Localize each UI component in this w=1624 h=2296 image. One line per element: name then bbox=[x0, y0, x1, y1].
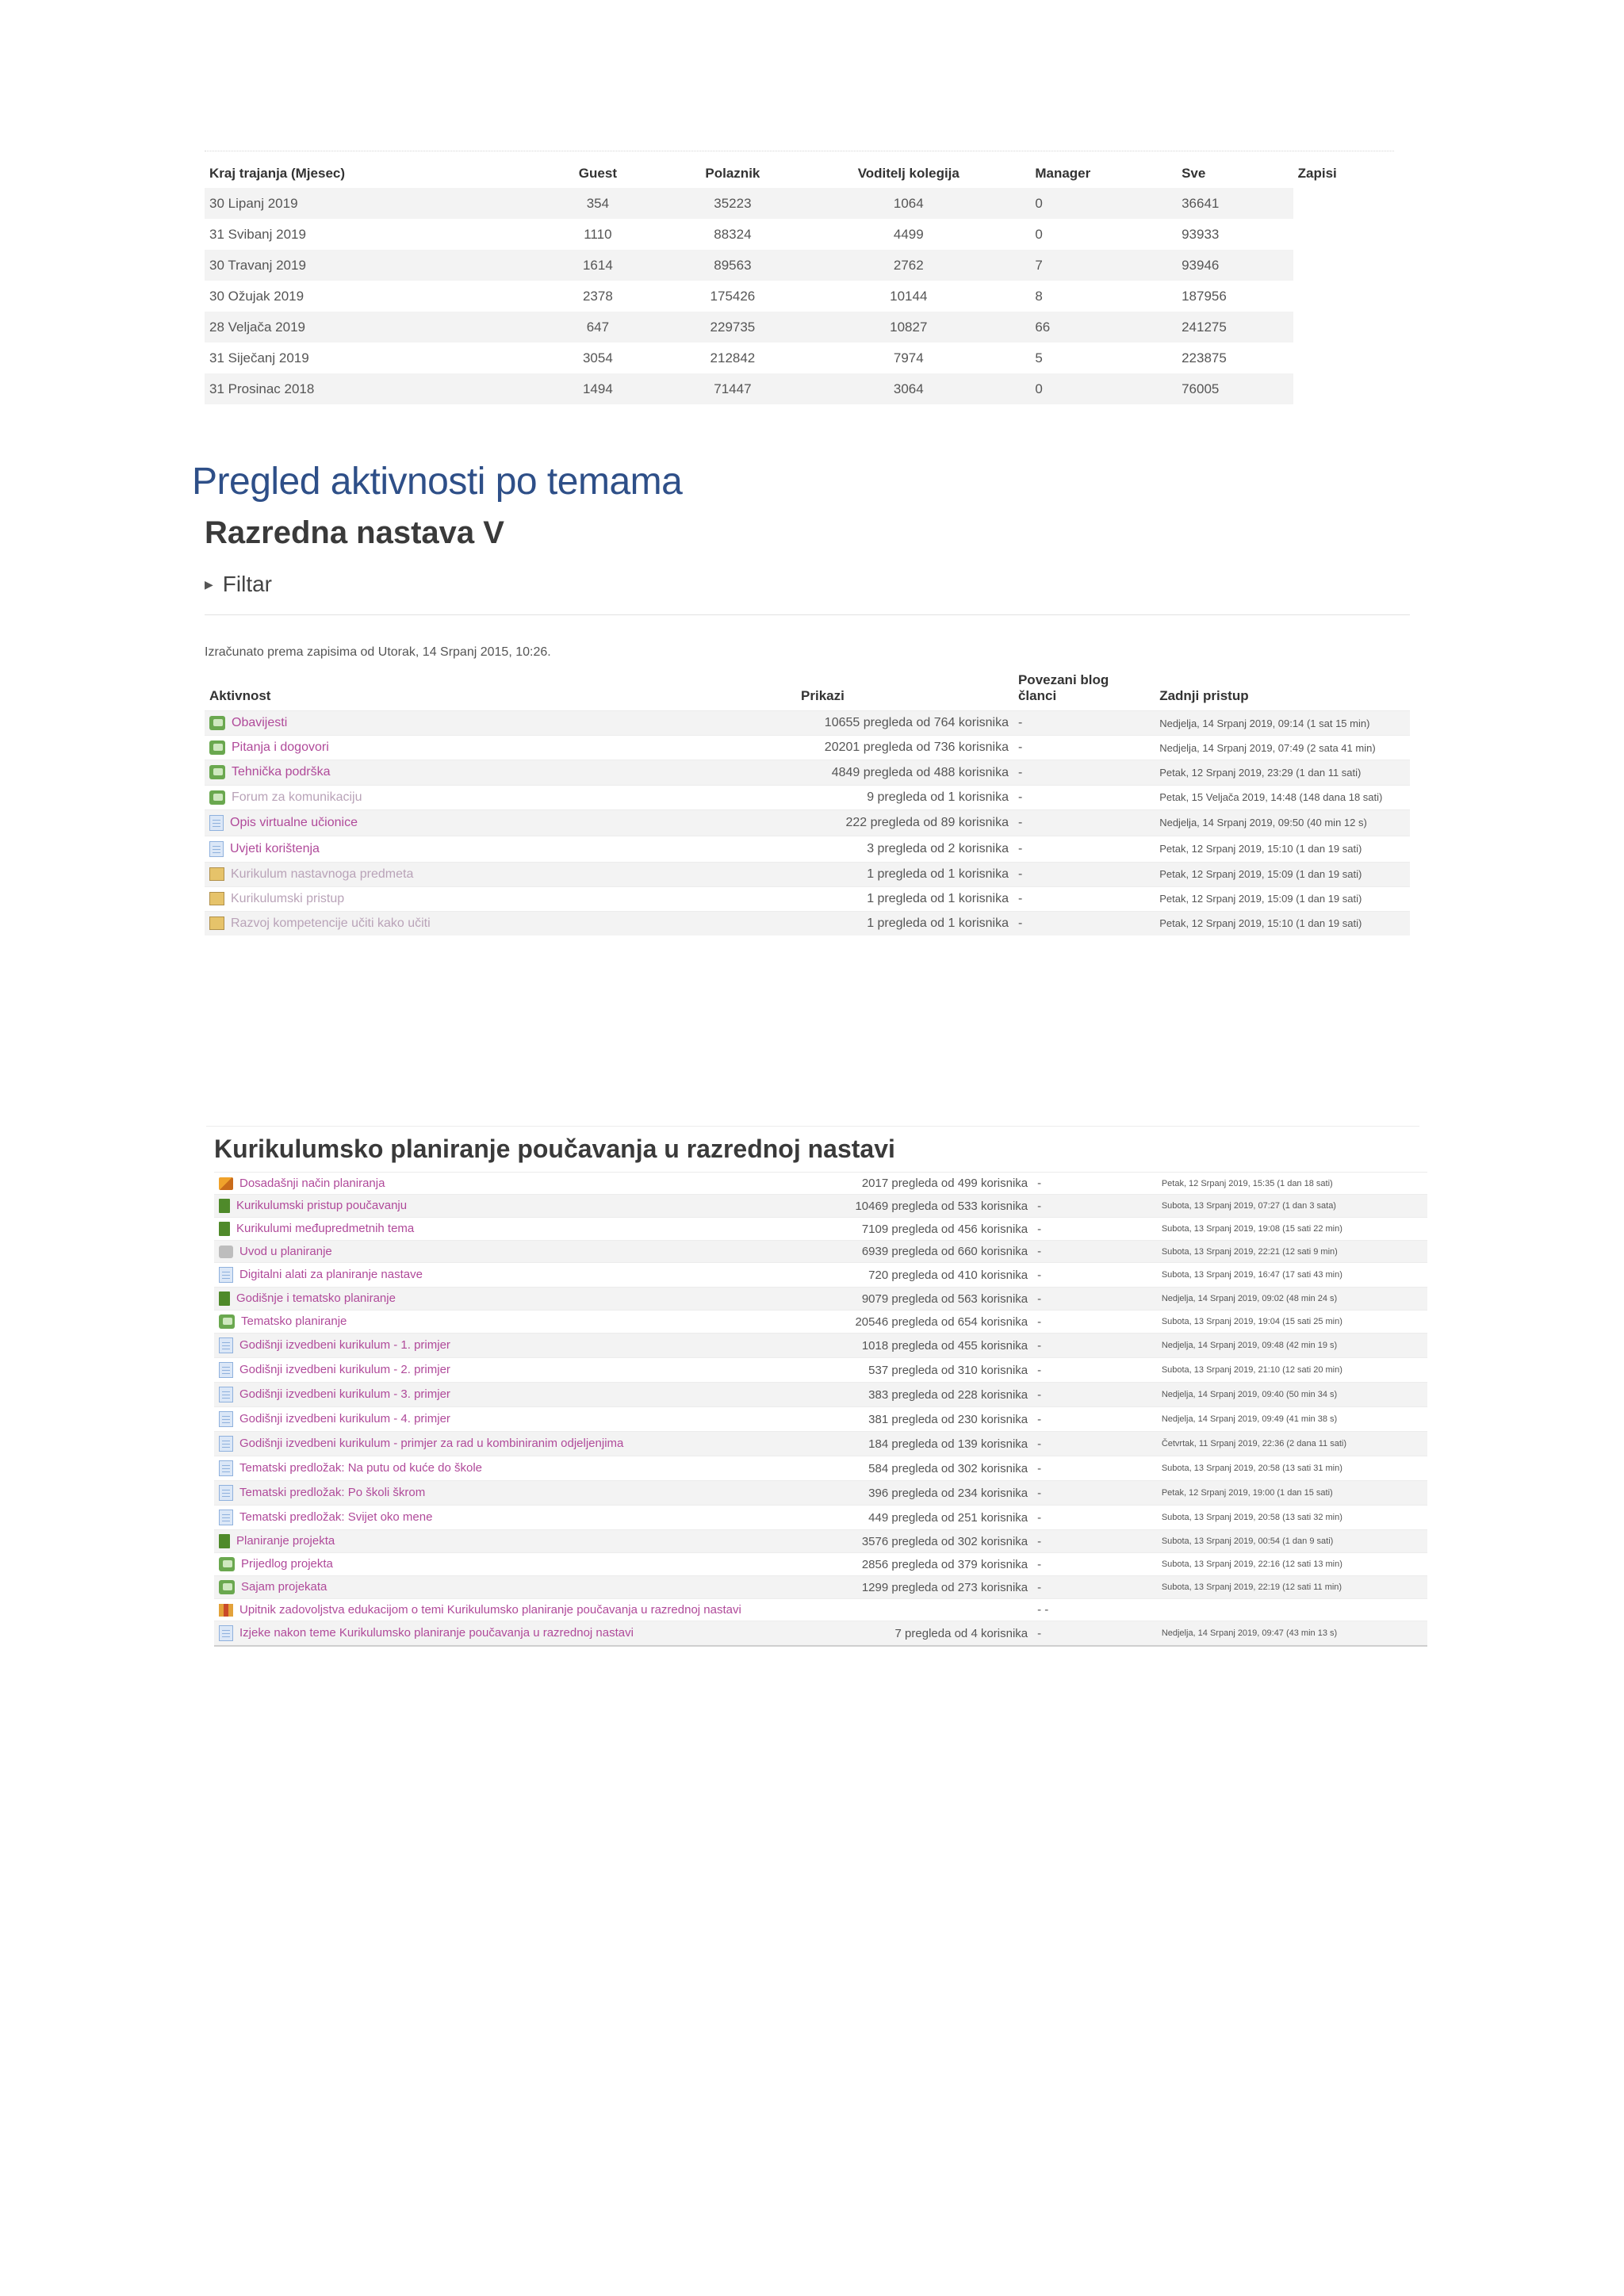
col-header-zapisi: Zapisi bbox=[1293, 159, 1394, 188]
cell-end-month: 31 Siječanj 2019 bbox=[209, 350, 309, 365]
activity-link[interactable]: Godišnji izvedbeni kurikulum - primjer za rad u kombiniranim odjeljenjima bbox=[239, 1437, 624, 1451]
col-header-blog: Povezani blog članci bbox=[1017, 672, 1109, 703]
book-icon bbox=[219, 1199, 230, 1213]
cell-activity bbox=[214, 1195, 823, 1218]
forum-icon bbox=[209, 740, 225, 755]
activity-link[interactable]: Kurikulumski pristup poučavanju bbox=[236, 1199, 408, 1213]
activity-link[interactable]: Izjeke nakon teme Kurikulumsko planiranje poučavanja u razrednoj nastavi bbox=[239, 1626, 634, 1640]
activity-link[interactable]: Tematski predložak: Po školi škrom bbox=[239, 1486, 426, 1500]
cell-last-access: Nedjelja, 14 Srpanj 2019, 09:48 (42 min 19 s) bbox=[1157, 1334, 1427, 1358]
col-header-views: Prikazi bbox=[801, 688, 845, 703]
cell-blog: - bbox=[1032, 1621, 1157, 1647]
table-row bbox=[205, 862, 1410, 886]
col-header-polaznik: Polaznik bbox=[705, 166, 760, 181]
cell-activity bbox=[214, 1576, 823, 1599]
col-header-last-access: Zadnji pristup bbox=[1159, 688, 1249, 703]
cell-views: 10655 pregleda od 764 korisnika bbox=[796, 711, 1013, 736]
cell-last-access: Subota, 13 Srpanj 2019, 22:21 (12 sati 9 min) bbox=[1157, 1241, 1427, 1263]
table-row bbox=[205, 736, 1410, 760]
cell-views: 2017 pregleda od 499 korisnika bbox=[823, 1173, 1033, 1195]
divider bbox=[206, 1126, 1419, 1127]
cell-blog: - bbox=[1013, 911, 1155, 936]
cell-activity bbox=[205, 760, 796, 785]
cell-blog: - bbox=[1032, 1263, 1157, 1288]
table-row bbox=[205, 373, 1394, 404]
cell-blog: - bbox=[1032, 1288, 1157, 1311]
table-row bbox=[214, 1407, 1427, 1432]
activity-link[interactable]: Uvod u planiranje bbox=[239, 1245, 332, 1259]
cell-blog: - bbox=[1013, 809, 1155, 836]
cell-views: 7109 pregleda od 456 korisnika bbox=[823, 1218, 1033, 1241]
table-row bbox=[214, 1432, 1427, 1456]
cell-activity bbox=[214, 1599, 823, 1621]
cell-blog: - bbox=[1032, 1218, 1157, 1241]
activity-table bbox=[214, 1172, 1427, 1647]
quiz-icon bbox=[219, 1246, 233, 1258]
cell-activity bbox=[214, 1530, 823, 1553]
table-top-divider bbox=[205, 151, 1394, 156]
cell-manager: 8 bbox=[1035, 288, 1043, 304]
table-row bbox=[214, 1173, 1427, 1195]
section-heading: Pregled aktivnosti po temama bbox=[192, 461, 683, 503]
cell-last-access: Subota, 13 Srpanj 2019, 22:16 (12 sati 13 min) bbox=[1157, 1553, 1427, 1576]
cell-blog: - bbox=[1032, 1481, 1157, 1506]
cell-activity bbox=[214, 1311, 823, 1334]
cell-end-month: 30 Lipanj 2019 bbox=[205, 188, 536, 219]
cell-activity bbox=[214, 1432, 823, 1456]
page-icon bbox=[219, 1436, 233, 1452]
cell-last-access: Subota, 13 Srpanj 2019, 00:54 (1 dan 9 sati) bbox=[1157, 1530, 1427, 1553]
course-block-kurikulumsko bbox=[214, 1126, 1427, 1647]
cell-activity bbox=[205, 836, 796, 862]
cell-views: 584 pregleda od 302 korisnika bbox=[823, 1456, 1033, 1481]
page-icon bbox=[219, 1411, 233, 1427]
cell-zapisi bbox=[1293, 250, 1394, 281]
cell-guest: 354 bbox=[536, 188, 659, 219]
cell-blog: - bbox=[1032, 1407, 1157, 1432]
cell-last-access: Subota, 13 Srpanj 2019, 19:04 (15 sati 25 min) bbox=[1157, 1311, 1427, 1334]
cell-polaznik: 212842 bbox=[710, 350, 756, 365]
activity-link[interactable]: Dosadašnji način planiranja bbox=[239, 1177, 385, 1190]
forum-icon bbox=[219, 1580, 235, 1594]
cell-sve: 93933 bbox=[1182, 226, 1220, 242]
activity-link[interactable]: Godišnji izvedbeni kurikulum - 1. primjer bbox=[239, 1338, 450, 1353]
cell-manager: 0 bbox=[1035, 226, 1043, 242]
cell-activity bbox=[214, 1621, 823, 1647]
page-icon bbox=[219, 1267, 233, 1283]
cell-views: 10469 pregleda od 533 korisnika bbox=[823, 1195, 1033, 1218]
activity-link[interactable]: Uvjeti korištenja bbox=[230, 842, 320, 856]
cell-end-month: 31 Svibanj 2019 bbox=[209, 226, 306, 242]
cell-manager: 5 bbox=[1035, 350, 1043, 365]
cell-blog: - bbox=[1013, 736, 1155, 760]
table-row bbox=[214, 1621, 1427, 1647]
cell-manager: 0 bbox=[1011, 188, 1177, 219]
cell-polaznik: 229735 bbox=[660, 312, 806, 342]
cell-manager: 66 bbox=[1011, 312, 1177, 342]
filter-toggle[interactable] bbox=[205, 572, 1410, 597]
cell-blog: - bbox=[1032, 1456, 1157, 1481]
cell-views bbox=[823, 1599, 1033, 1621]
image-icon bbox=[209, 867, 224, 881]
cell-views: 381 pregleda od 230 korisnika bbox=[823, 1407, 1033, 1432]
table-row bbox=[205, 342, 1394, 373]
table-row bbox=[205, 312, 1394, 342]
image-icon bbox=[209, 916, 224, 930]
cell-last-access: Četvrtak, 11 Srpanj 2019, 22:36 (2 dana 11 sati) bbox=[1157, 1432, 1427, 1456]
cell-activity bbox=[214, 1553, 823, 1576]
activity-link[interactable]: Godišnji izvedbeni kurikulum - 2. primjer bbox=[239, 1363, 450, 1377]
image-icon bbox=[209, 892, 224, 905]
cell-end-month: 30 Ožujak 2019 bbox=[209, 288, 304, 304]
book-icon bbox=[219, 1222, 230, 1236]
table-row bbox=[214, 1456, 1427, 1481]
forum-icon bbox=[209, 765, 225, 779]
cell-views: 222 pregleda od 89 korisnika bbox=[796, 809, 1013, 836]
table-row bbox=[205, 886, 1410, 911]
cell-last-access: Nedjelja, 14 Srpanj 2019, 09:49 (41 min 38 s) bbox=[1157, 1407, 1427, 1432]
forum-icon bbox=[209, 716, 225, 730]
cell-blog: - - bbox=[1032, 1599, 1157, 1621]
cell-last-access: Petak, 12 Srpanj 2019, 15:09 (1 dan 19 sati) bbox=[1155, 886, 1410, 911]
activity-link[interactable]: Godišnji izvedbeni kurikulum - 3. primjer bbox=[239, 1387, 450, 1402]
cell-views: 20201 pregleda od 736 korisnika bbox=[796, 736, 1013, 760]
activity-link[interactable]: Tematski predložak: Na putu od kuće do škole bbox=[239, 1461, 482, 1475]
table-row bbox=[214, 1383, 1427, 1407]
cell-activity bbox=[205, 809, 796, 836]
cell-last-access: Subota, 13 Srpanj 2019, 20:58 (13 sati 32 min) bbox=[1157, 1506, 1427, 1530]
forum-icon bbox=[219, 1314, 235, 1329]
cell-zapisi bbox=[1293, 373, 1394, 404]
cell-activity bbox=[214, 1263, 823, 1288]
book-icon bbox=[219, 1534, 230, 1548]
cell-polaznik: 35223 bbox=[660, 188, 806, 219]
book-icon bbox=[219, 1292, 230, 1306]
cell-blog: - bbox=[1032, 1383, 1157, 1407]
table-row bbox=[205, 711, 1410, 736]
cell-guest: 647 bbox=[536, 312, 659, 342]
table-row bbox=[214, 1218, 1427, 1241]
activity-link[interactable]: Godišnje i tematsko planiranje bbox=[236, 1292, 396, 1306]
cell-blog: - bbox=[1013, 711, 1155, 736]
expand-triangle-icon: ▶ bbox=[205, 577, 213, 591]
table-row bbox=[214, 1241, 1427, 1263]
col-header-activity: Aktivnost bbox=[209, 688, 271, 703]
cell-blog: - bbox=[1032, 1334, 1157, 1358]
table-row bbox=[214, 1195, 1427, 1218]
cell-last-access: Subota, 13 Srpanj 2019, 22:19 (12 sati 11 min) bbox=[1157, 1576, 1427, 1599]
cell-voditelj: 1064 bbox=[806, 188, 1011, 219]
cell-zapisi bbox=[1293, 312, 1394, 342]
table-row bbox=[205, 219, 1394, 250]
cell-last-access: Subota, 13 Srpanj 2019, 16:47 (17 sati 43 min) bbox=[1157, 1263, 1427, 1288]
page-icon bbox=[219, 1387, 233, 1402]
col-header-sve: Sve bbox=[1182, 166, 1206, 181]
forum-icon bbox=[209, 790, 225, 805]
page-icon bbox=[219, 1337, 233, 1353]
cell-sve: 36641 bbox=[1177, 188, 1293, 219]
cell-activity bbox=[214, 1334, 823, 1358]
cell-views: 3576 pregleda od 302 korisnika bbox=[823, 1530, 1033, 1553]
cell-last-access: Subota, 13 Srpanj 2019, 21:10 (12 sati 20 min) bbox=[1157, 1358, 1427, 1383]
cell-views: 449 pregleda od 251 korisnika bbox=[823, 1506, 1033, 1530]
activity-link[interactable]: Obavijesti bbox=[232, 716, 288, 730]
activity-link[interactable]: Digitalni alati za planiranje nastave bbox=[239, 1268, 423, 1282]
cell-activity bbox=[214, 1481, 823, 1506]
cell-guest: 1494 bbox=[536, 373, 659, 404]
cell-views: 4849 pregleda od 488 korisnika bbox=[796, 760, 1013, 785]
activity-link[interactable]: Tematski predložak: Svijet oko mene bbox=[239, 1510, 433, 1525]
pen-icon bbox=[219, 1177, 233, 1190]
course-block-razredna-nastava bbox=[205, 515, 1410, 936]
table-row bbox=[214, 1288, 1427, 1311]
table-row bbox=[205, 281, 1394, 312]
cell-blog: - bbox=[1032, 1553, 1157, 1576]
activity-link[interactable]: Tematsko planiranje bbox=[241, 1314, 347, 1329]
cell-views: 537 pregleda od 310 korisnika bbox=[823, 1358, 1033, 1383]
cell-activity bbox=[205, 736, 796, 760]
page-icon bbox=[209, 841, 224, 857]
cell-views: 9 pregleda od 1 korisnika bbox=[796, 785, 1013, 809]
col-header-guest: Guest bbox=[578, 166, 617, 181]
cell-views: 9079 pregleda od 563 korisnika bbox=[823, 1288, 1033, 1311]
activity-link[interactable]: Godišnji izvedbeni kurikulum - 4. primjer bbox=[239, 1412, 450, 1426]
cell-views: 383 pregleda od 228 korisnika bbox=[823, 1383, 1033, 1407]
activity-link[interactable]: Kurikulum nastavnoga predmeta bbox=[231, 867, 414, 881]
cell-activity bbox=[214, 1506, 823, 1530]
cell-activity bbox=[214, 1383, 823, 1407]
cell-last-access: Nedjelja, 14 Srpanj 2019, 09:40 (50 min 34 s) bbox=[1157, 1383, 1427, 1407]
col-header-end-month: Kraj trajanja (Mjesec) bbox=[209, 166, 346, 181]
cell-views: 2856 pregleda od 379 korisnika bbox=[823, 1553, 1033, 1576]
cell-last-access: Petak, 15 Veljača 2019, 14:48 (148 dana 18 sati) bbox=[1155, 785, 1410, 809]
cell-last-access: Petak, 12 Srpanj 2019, 15:09 (1 dan 19 sati) bbox=[1155, 862, 1410, 886]
table-row bbox=[214, 1599, 1427, 1621]
cell-last-access: Petak, 12 Srpanj 2019, 15:35 (1 dan 18 sati) bbox=[1157, 1173, 1427, 1195]
cell-manager: 0 bbox=[1011, 373, 1177, 404]
page-icon bbox=[219, 1625, 233, 1641]
choice-icon bbox=[219, 1604, 233, 1617]
table-row bbox=[205, 188, 1394, 219]
cell-zapisi bbox=[1293, 219, 1394, 250]
cell-views: 1 pregleda od 1 korisnika bbox=[796, 862, 1013, 886]
cell-last-access: Petak, 12 Srpanj 2019, 15:10 (1 dan 19 sati) bbox=[1155, 836, 1410, 862]
cell-activity bbox=[214, 1407, 823, 1432]
cell-blog: - bbox=[1013, 862, 1155, 886]
cell-blog: - bbox=[1032, 1530, 1157, 1553]
cell-voditelj: 10827 bbox=[806, 312, 1011, 342]
page-icon bbox=[219, 1485, 233, 1501]
col-header-voditelj: Voditelj kolegija bbox=[857, 166, 959, 181]
computed-note: Izračunato prema zapisima od Utorak, 14 Srpanj 2015, 10:26. bbox=[205, 645, 551, 659]
monthly-stats-table bbox=[205, 151, 1394, 404]
activity-link[interactable]: Razvoj kompetencije učiti kako učiti bbox=[231, 916, 431, 930]
activity-link[interactable]: Sajam projekata bbox=[241, 1580, 327, 1594]
cell-guest: 1110 bbox=[584, 226, 612, 242]
cell-sve: 93946 bbox=[1177, 250, 1293, 281]
cell-activity bbox=[205, 886, 796, 911]
activity-link[interactable]: Kurikulumi međupredmetnih tema bbox=[236, 1222, 415, 1236]
cell-views: 1 pregleda od 1 korisnika bbox=[796, 886, 1013, 911]
table-row bbox=[205, 760, 1410, 785]
cell-last-access: Subota, 13 Srpanj 2019, 19:08 (15 sati 22 min) bbox=[1157, 1218, 1427, 1241]
cell-last-access: Petak, 12 Srpanj 2019, 15:10 (1 dan 19 sati) bbox=[1155, 911, 1410, 936]
cell-activity bbox=[214, 1218, 823, 1241]
cell-views: 1 pregleda od 1 korisnika bbox=[796, 911, 1013, 936]
cell-views: 720 pregleda od 410 korisnika bbox=[823, 1263, 1033, 1288]
course-title: Kurikulumsko planiranje poučavanja u razrednoj nastavi bbox=[214, 1135, 895, 1163]
cell-blog: - bbox=[1032, 1241, 1157, 1263]
cell-blog: - bbox=[1032, 1576, 1157, 1599]
cell-polaznik: 89563 bbox=[660, 250, 806, 281]
cell-views: 1299 pregleda od 273 korisnika bbox=[823, 1576, 1033, 1599]
cell-last-access: Subota, 13 Srpanj 2019, 07:27 (1 dan 3 sata) bbox=[1157, 1195, 1427, 1218]
cell-activity bbox=[214, 1241, 823, 1263]
cell-last-access: Nedjelja, 14 Srpanj 2019, 09:50 (40 min 12 s) bbox=[1155, 809, 1410, 836]
table-row bbox=[214, 1334, 1427, 1358]
cell-end-month: 30 Travanj 2019 bbox=[205, 250, 536, 281]
table-row bbox=[214, 1553, 1427, 1576]
table-row bbox=[205, 911, 1410, 936]
cell-blog: - bbox=[1013, 760, 1155, 785]
cell-guest: 2378 bbox=[582, 288, 613, 304]
activity-link[interactable]: Upitnik zadovoljstva edukacijom o temi Kurikulumsko planiranje poučavanja u razrednoj nastavi bbox=[239, 1603, 741, 1617]
page-icon bbox=[219, 1362, 233, 1378]
activity-link[interactable]: Kurikulumski pristup bbox=[231, 891, 345, 905]
activity-link[interactable]: Forum za komunikaciju bbox=[232, 790, 362, 804]
cell-polaznik: 175426 bbox=[710, 288, 756, 304]
activity-table bbox=[205, 669, 1410, 936]
cell-views: 396 pregleda od 234 korisnika bbox=[823, 1481, 1033, 1506]
table-row bbox=[205, 836, 1410, 862]
table-row bbox=[214, 1358, 1427, 1383]
cell-activity bbox=[205, 711, 796, 736]
cell-sve: 223875 bbox=[1182, 350, 1227, 365]
cell-guest: 1614 bbox=[536, 250, 659, 281]
cell-activity bbox=[214, 1173, 823, 1195]
cell-last-access: Nedjelja, 14 Srpanj 2019, 09:14 (1 sat 15 min) bbox=[1155, 711, 1410, 736]
cell-activity bbox=[205, 911, 796, 936]
cell-blog: - bbox=[1032, 1432, 1157, 1456]
cell-activity bbox=[214, 1288, 823, 1311]
cell-activity bbox=[205, 862, 796, 886]
cell-last-access: Petak, 12 Srpanj 2019, 23:29 (1 dan 11 sati) bbox=[1155, 760, 1410, 785]
page-icon bbox=[219, 1510, 233, 1525]
activity-link[interactable]: Tehnička podrška bbox=[232, 765, 331, 779]
cell-end-month: 28 Veljača 2019 bbox=[205, 312, 536, 342]
cell-guest: 3054 bbox=[582, 350, 613, 365]
cell-blog: - bbox=[1013, 836, 1155, 862]
cell-end-month: 31 Prosinac 2018 bbox=[205, 373, 536, 404]
cell-voditelj: 4499 bbox=[893, 226, 924, 242]
cell-views: 3 pregleda od 2 korisnika bbox=[796, 836, 1013, 862]
cell-zapisi bbox=[1293, 342, 1394, 373]
cell-blog: - bbox=[1032, 1506, 1157, 1530]
activity-link[interactable]: Pitanja i dogovori bbox=[232, 740, 329, 755]
cell-polaznik: 88324 bbox=[714, 226, 752, 242]
cell-activity bbox=[205, 785, 796, 809]
table-row bbox=[214, 1576, 1427, 1599]
cell-last-access: Subota, 13 Srpanj 2019, 20:58 (13 sati 31 min) bbox=[1157, 1456, 1427, 1481]
cell-sve: 76005 bbox=[1177, 373, 1293, 404]
cell-voditelj: 7974 bbox=[893, 350, 924, 365]
cell-sve: 187956 bbox=[1182, 288, 1227, 304]
cell-blog: - bbox=[1032, 1311, 1157, 1334]
table-row bbox=[214, 1530, 1427, 1553]
col-header-manager: Manager bbox=[1035, 166, 1091, 181]
cell-blog: - bbox=[1013, 886, 1155, 911]
cell-zapisi bbox=[1293, 188, 1394, 219]
activity-header-row bbox=[205, 669, 1410, 711]
cell-activity bbox=[214, 1456, 823, 1481]
cell-views: 1018 pregleda od 455 korisnika bbox=[823, 1334, 1033, 1358]
cell-last-access: Nedjelja, 14 Srpanj 2019, 09:02 (48 min 24 s) bbox=[1157, 1288, 1427, 1311]
monthly-header-row bbox=[205, 159, 1394, 188]
cell-views: 7 pregleda od 4 korisnika bbox=[823, 1621, 1033, 1647]
cell-views: 184 pregleda od 139 korisnika bbox=[823, 1432, 1033, 1456]
filter-label: Filtar bbox=[222, 572, 273, 596]
cell-blog: - bbox=[1032, 1358, 1157, 1383]
table-row bbox=[214, 1481, 1427, 1506]
activity-link[interactable]: Prijedlog projekta bbox=[241, 1557, 333, 1571]
cell-blog: - bbox=[1013, 785, 1155, 809]
cell-last-access: Nedjelja, 14 Srpanj 2019, 07:49 (2 sata 41 min) bbox=[1155, 736, 1410, 760]
cell-last-access bbox=[1157, 1599, 1427, 1621]
course-title: Razredna nastava V bbox=[205, 515, 504, 550]
activity-link[interactable]: Opis virtualne učionice bbox=[230, 816, 358, 830]
cell-polaznik: 71447 bbox=[660, 373, 806, 404]
cell-last-access: Petak, 12 Srpanj 2019, 19:00 (1 dan 15 sati) bbox=[1157, 1481, 1427, 1506]
cell-zapisi bbox=[1293, 281, 1394, 312]
cell-views: 20546 pregleda od 654 korisnika bbox=[823, 1311, 1033, 1334]
cell-sve: 241275 bbox=[1177, 312, 1293, 342]
cell-voditelj: 3064 bbox=[806, 373, 1011, 404]
page-icon bbox=[219, 1460, 233, 1476]
cell-activity bbox=[214, 1358, 823, 1383]
cell-voditelj: 2762 bbox=[806, 250, 1011, 281]
cell-views: 6939 pregleda od 660 korisnika bbox=[823, 1241, 1033, 1263]
table-row bbox=[205, 785, 1410, 809]
table-row bbox=[214, 1506, 1427, 1530]
cell-voditelj: 10144 bbox=[890, 288, 928, 304]
cell-last-access: Nedjelja, 14 Srpanj 2019, 09:47 (43 min 13 s) bbox=[1157, 1621, 1427, 1647]
divider bbox=[205, 614, 1410, 615]
forum-icon bbox=[219, 1557, 235, 1571]
table-row bbox=[214, 1263, 1427, 1288]
page-icon bbox=[209, 815, 224, 831]
table-row bbox=[205, 809, 1410, 836]
cell-blog: - bbox=[1032, 1195, 1157, 1218]
cell-blog: - bbox=[1032, 1173, 1157, 1195]
activity-link[interactable]: Planiranje projekta bbox=[236, 1534, 335, 1548]
cell-manager: 7 bbox=[1011, 250, 1177, 281]
table-row bbox=[205, 250, 1394, 281]
table-row bbox=[214, 1311, 1427, 1334]
